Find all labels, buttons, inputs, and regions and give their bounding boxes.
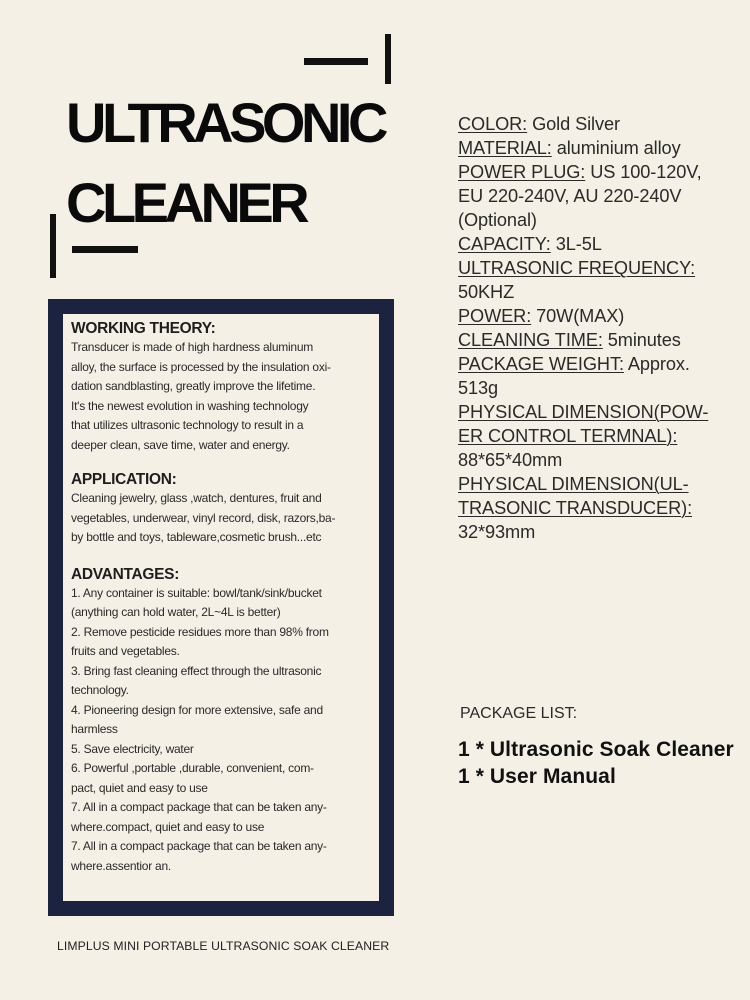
body-line: 7. All in a compact package that can be taken any- [71, 839, 327, 853]
spec-label: PHYSICAL DIMENSION(POW- [458, 402, 709, 422]
body-line: It's the newest evolution in washing technology [71, 398, 309, 413]
package-item: 1 * User Manual [458, 765, 616, 788]
spec-line [458, 112, 728, 136]
body-line: 3. Bring fast cleaning effect through the ultrasonic [71, 663, 322, 678]
spec-line [458, 400, 728, 424]
spec-value: 50KHZ [458, 282, 515, 302]
body-line: 6. Powerful ,portable ,durable, convenient, com- [71, 761, 314, 775]
body-line: deeper clean, save time, water and energy. [71, 437, 290, 452]
spec-value: 88*65*40mm [458, 450, 563, 470]
section-application [71, 470, 371, 548]
section-body [71, 489, 371, 548]
spec-line [458, 352, 728, 376]
spec-value: 3L-5L [550, 234, 602, 254]
body-line: (anything can hold water, 2L~4L is better) [71, 605, 281, 619]
spec-line [458, 256, 728, 280]
body-line: 2. Remove pesticide residues more than 98% from [71, 624, 329, 639]
body-line: Cleaning jewelry, glass ,watch, dentures, fruit and [71, 491, 322, 505]
info-panel-content [63, 314, 379, 901]
section-working-theory [71, 319, 371, 455]
body-line: alloy, the surface is processed by the insulation oxi- [71, 359, 331, 374]
body-line: by bottle and toys, tableware,cosmetic brush...etc [71, 530, 322, 544]
spec-line [458, 136, 728, 160]
spec-value: (Optional) [458, 210, 537, 230]
spec-label: ER CONTROL TERMNAL): [458, 426, 678, 446]
decor-bar-bottom-vertical [50, 214, 56, 278]
spec-line [458, 160, 728, 184]
body-line: dation sandblasting, greatly improve the lifetime. [71, 379, 316, 393]
spec-line [458, 376, 728, 400]
spec-line [458, 184, 728, 208]
spec-value: aluminium alloy [551, 138, 681, 158]
body-line: 5. Save electricity, water [71, 741, 194, 756]
body-line: where.compact, quiet and easy to use [71, 819, 265, 834]
body-line: harmless [71, 722, 118, 736]
decor-bar-bottom-horizontal [72, 246, 138, 253]
spec-value: Gold Silver [527, 114, 620, 134]
body-line: where.assentior an. [71, 858, 171, 873]
package-list [458, 736, 734, 790]
section-heading: ADVANTAGES: [71, 565, 180, 583]
section-body [71, 338, 371, 455]
body-line: Transducer is made of high hardness aluminum [71, 340, 314, 354]
spec-value: 70W(MAX) [531, 306, 625, 326]
spec-line [458, 520, 728, 544]
spec-value: 32*93mm [458, 522, 536, 542]
spec-label: PACKAGE WEIGHT: [458, 354, 624, 374]
spec-label: PHYSICAL DIMENSION(UL- [458, 474, 689, 494]
spec-label: COLOR: [458, 114, 528, 134]
spec-value: 513g [458, 378, 499, 398]
spec-line [458, 208, 728, 232]
section-heading: APPLICATION: [71, 471, 177, 488]
body-line: 4. Pioneering design for more extensive, safe and [71, 702, 323, 717]
spec-line [458, 448, 728, 472]
spec-value: US 100-120V, [585, 162, 702, 182]
body-line: vegetables, underwear, vinyl record, disk, razors,ba- [71, 510, 336, 525]
section-body [71, 584, 371, 877]
page-title-line1: ULTRASONIC [66, 91, 384, 154]
spec-line [458, 328, 728, 352]
spec-label: MATERIAL: [458, 138, 552, 158]
package-item: 1 * Ultrasonic Soak Cleaner [458, 738, 734, 761]
page-title-line2: CLEANER [66, 171, 306, 234]
spec-label: POWER PLUG: [458, 162, 586, 182]
decor-bar-top-vertical [385, 34, 391, 84]
info-panel [48, 299, 394, 916]
body-line: 1. Any container is suitable: bowl/tank/sink/bucket [71, 585, 322, 600]
spec-line [458, 472, 728, 496]
spec-label: CAPACITY: [458, 234, 551, 254]
footer-caption: LIMPLUS MINI PORTABLE ULTRASONIC SOAK CLEANER [57, 939, 390, 953]
spec-value: EU 220-240V, AU 220-240V [458, 186, 682, 206]
spec-line [458, 304, 728, 328]
body-line: 7. All in a compact package that can be taken any- [71, 800, 327, 814]
body-line: fruits and vegetables. [71, 644, 180, 658]
spec-line [458, 280, 728, 304]
spec-line [458, 232, 728, 256]
package-list-title: PACKAGE LIST: [460, 705, 578, 722]
spec-list [458, 112, 728, 544]
body-line: that utilizes ultrasonic technology to result in a [71, 418, 304, 432]
body-line: technology. [71, 683, 129, 697]
spec-label: ULTRASONIC FREQUENCY: [458, 258, 696, 278]
decor-bar-top-horizontal [304, 58, 368, 65]
spec-label: TRASONIC TRANSDUCER): [458, 498, 693, 518]
body-line: pact, quiet and easy to use [71, 780, 208, 795]
section-heading: WORKING THEORY: [71, 320, 216, 337]
spec-value: Approx. [623, 354, 690, 374]
spec-label: POWER: [458, 306, 532, 326]
spec-line [458, 424, 728, 448]
spec-value: 5minutes [602, 330, 681, 350]
spec-label: CLEANING TIME: [458, 330, 603, 350]
section-advantages [71, 565, 371, 877]
spec-line [458, 496, 728, 520]
